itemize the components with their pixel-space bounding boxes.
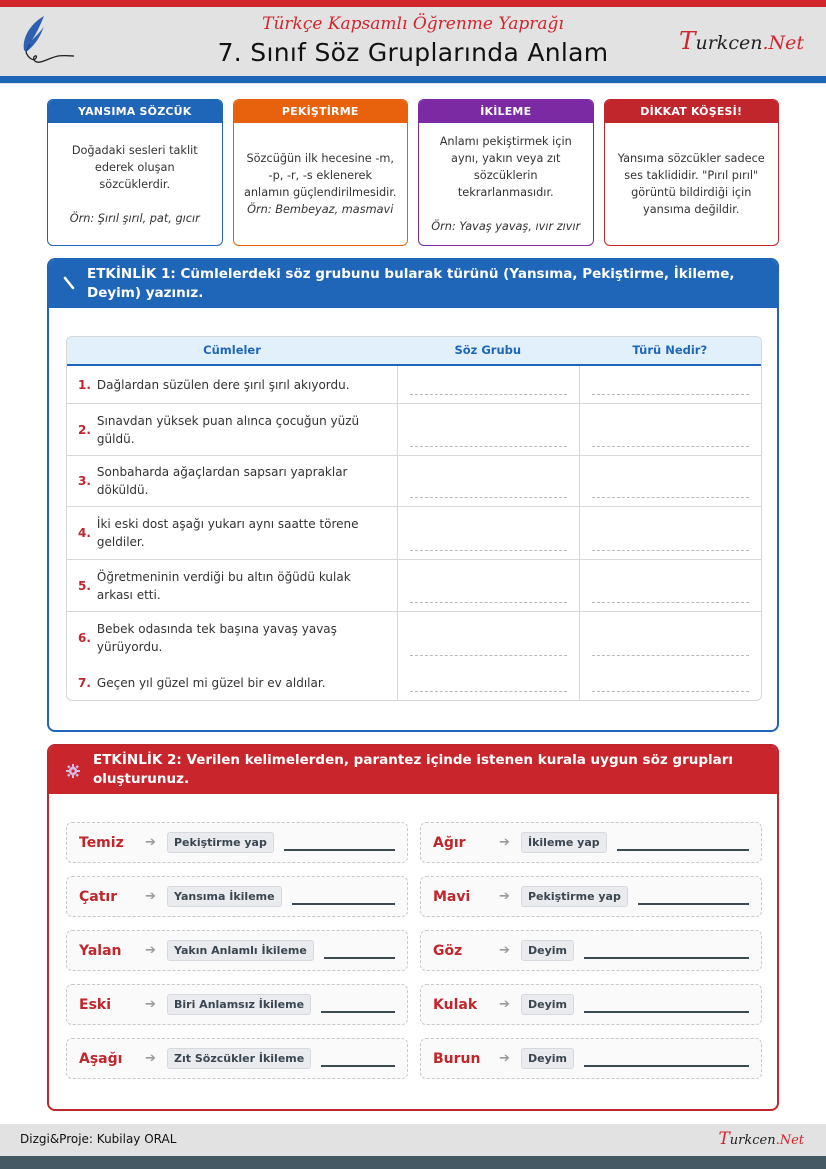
- arrow-right-icon: ➔: [499, 835, 510, 850]
- word-row: [66, 1038, 408, 1079]
- turkcen-logo-small: Turkcen.Net: [718, 1128, 804, 1148]
- answer-line[interactable]: [324, 957, 395, 959]
- soz-grubu-answer[interactable]: [397, 366, 578, 403]
- activity-2: [47, 744, 779, 1111]
- answer-line[interactable]: [584, 957, 749, 959]
- gear-icon: [65, 763, 81, 779]
- rule-tag: Biri Anlamsız İkileme: [167, 994, 311, 1015]
- header-top-stripe: [0, 0, 826, 7]
- table-row: 1. Dağlardan süzülen dere şırıl şırıl akıyordu.: [67, 366, 761, 404]
- rule-tag: Yakın Anlamlı İkileme: [167, 940, 314, 961]
- word-row: [420, 1038, 762, 1079]
- turu-answer[interactable]: [579, 560, 761, 611]
- answer-line[interactable]: [638, 903, 749, 905]
- soz-grubu-answer[interactable]: [397, 560, 578, 611]
- base-word: Burun: [433, 1050, 481, 1067]
- card-title: DİKKAT KÖŞESİ!: [605, 100, 779, 123]
- card-pekistirme: [233, 99, 409, 246]
- footer-bottom-stripe: [0, 1156, 826, 1169]
- arrow-right-icon: ➔: [145, 889, 156, 904]
- page-footer: [0, 1124, 826, 1156]
- table-row: 7. Geçen yıl güzel mi güzel bir ev aldılar.: [78, 676, 326, 690]
- base-word: Çatır: [79, 888, 118, 905]
- table-row: 3. Sonbaharda ağaçlardan sapsarı yapraklar döküldü.: [67, 456, 761, 507]
- rule-tag: Zıt Sözcükler İkileme: [167, 1048, 311, 1069]
- arrow-right-icon: ➔: [499, 1051, 510, 1066]
- column-soz-grubu: Söz Grubu: [454, 343, 522, 357]
- pencil-icon: [63, 275, 79, 291]
- answer-line[interactable]: [584, 1065, 749, 1067]
- rule-tag: Yansıma İkileme: [167, 886, 282, 907]
- table-header: [67, 337, 761, 366]
- rule-tag: Deyim: [521, 1048, 574, 1069]
- answer-line[interactable]: [284, 849, 395, 851]
- sentence: Geçen yıl güzel mi güzel bir ev aldılar.: [96, 676, 326, 690]
- answer-line[interactable]: [321, 1065, 395, 1067]
- base-word: Temiz: [79, 834, 124, 851]
- table-row: 4. İki eski dost aşağı yukarı aynı saatte törene geldiler.: [67, 507, 761, 560]
- soz-grubu-answer[interactable]: [397, 404, 578, 455]
- rule-tag: Pekiştirme yap: [167, 832, 274, 853]
- answer-line[interactable]: [292, 903, 395, 905]
- turu-answer[interactable]: [579, 507, 761, 559]
- column-cumleler: Cümleler: [203, 343, 261, 357]
- base-word: Ağır: [433, 834, 466, 851]
- sheet-subtitle: Türkçe Kapsamlı Öğrenme Yaprağı: [262, 14, 564, 34]
- card-body: Doğadaki sesleri taklit ederek oluşan sözcüklerdir. Örn: Şırıl şırıl, pat, gıcır: [69, 143, 200, 225]
- base-word: Yalan: [79, 942, 122, 959]
- header-bottom-stripe: [0, 76, 826, 83]
- rule-tag: Deyim: [521, 994, 574, 1015]
- sentence: Dağlardan süzülen dere şırıl şırıl akıyordu.: [96, 377, 350, 392]
- turu-answer[interactable]: [579, 456, 761, 506]
- soz-grubu-answer[interactable]: [397, 456, 578, 506]
- card-body: Anlamı pekiştirmek için aynı, yakın veya zıt sözcüklerin tekrarlanmasıdır. Örn: Yavaş yavaş, ıvır zıvır: [431, 135, 581, 233]
- word-row: [66, 930, 408, 971]
- table-row: 6. Bebek odasında tek başına yavaş yavaş yürüyordu.: [78, 620, 387, 656]
- activity-2-heading: ETKİNLİK 2: Verilen kelimelerden, parantez içinde istenen kurala uygun söz grupları oluşturunuz.: [49, 746, 777, 794]
- arrow-right-icon: ➔: [145, 943, 156, 958]
- page-title: 7. Sınıf Söz Gruplarında Anlam: [217, 38, 609, 67]
- sentence: Sınavdan yüksek puan alınca çocuğun yüzü güldü.: [96, 413, 360, 446]
- word-row: [420, 822, 762, 863]
- sentence: Bebek odasında tek başına yavaş yavaş yürüyordu.: [96, 622, 337, 654]
- base-word: Mavi: [433, 888, 471, 905]
- card-yansima: [47, 99, 223, 246]
- card-ikileme: [418, 99, 594, 246]
- card-title: İKİLEME: [419, 100, 593, 123]
- card-body: Sözcüğün ilk hecesine -m, -p, -r, -s eklenerek anlamın güçlendirilmesidir. Örn: Bembeyaz, masmavi: [243, 152, 397, 216]
- word-row: [420, 876, 762, 917]
- arrow-right-icon: ➔: [145, 835, 156, 850]
- card-example: Örn: Yavaş yavaş, ıvır zıvır: [431, 220, 581, 233]
- turkcen-logo: Turkcen.Net: [679, 26, 804, 55]
- activity-1-heading: ETKİNLİK 1: Cümlelerdeki söz grubunu bularak türünü (Yansıma, Pekiştirme, İkileme, Deyim) yazınız.: [49, 260, 777, 308]
- soz-grubu-answer[interactable]: [397, 612, 578, 700]
- sentence: İki eski dost aşağı yukarı aynı saatte törene geldiler.: [96, 517, 359, 549]
- table-row: 5. Öğretmeninin verdiği bu altın öğüdü kulak arkası etti.: [67, 560, 761, 612]
- word-row: [66, 822, 408, 863]
- word-row: [420, 984, 762, 1025]
- word-row: [420, 930, 762, 971]
- turu-answer[interactable]: [579, 366, 761, 403]
- base-word: Göz: [433, 942, 463, 959]
- answer-line[interactable]: [321, 1011, 395, 1013]
- column-turu: Türü Nedir?: [632, 343, 708, 357]
- card-body: Yansıma sözcükler sadece ses taklididir. "Pırıl pırıl" görüntü bildirdiği için yansıma değildir.: [617, 152, 765, 216]
- base-word: Eski: [79, 996, 112, 1013]
- sentence: Sonbaharda ağaçlardan sapsarı yapraklar döküldü.: [96, 465, 348, 497]
- arrow-right-icon: ➔: [499, 997, 510, 1012]
- arrow-right-icon: ➔: [499, 889, 510, 904]
- word-exercise-grid: [66, 822, 762, 1079]
- arrow-right-icon: ➔: [499, 943, 510, 958]
- base-word: Kulak: [433, 996, 478, 1013]
- sentences-table: [66, 336, 762, 701]
- turu-answer[interactable]: [579, 612, 761, 700]
- card-dikkat: [604, 99, 780, 246]
- card-example: Örn: Bembeyaz, masmavi: [247, 203, 394, 216]
- answer-line[interactable]: [584, 1011, 749, 1013]
- credit-text: Dizgi&Proje: Kubilay ORAL: [20, 1132, 177, 1146]
- card-title: PEKİŞTİRME: [234, 100, 408, 123]
- arrow-right-icon: ➔: [145, 1051, 156, 1066]
- page-header: [0, 0, 826, 84]
- card-title: YANSIMA SÖZCÜK: [48, 100, 222, 123]
- activity-1: [47, 258, 779, 732]
- rule-tag: İkileme yap: [521, 832, 607, 853]
- turu-answer[interactable]: [579, 404, 761, 455]
- word-row: [66, 984, 408, 1025]
- answer-line[interactable]: [617, 849, 749, 851]
- rule-tag: Deyim: [521, 940, 574, 961]
- rule-tag: Pekiştirme yap: [521, 886, 628, 907]
- card-example: Örn: Şırıl şırıl, pat, gıcır: [69, 211, 200, 225]
- info-cards: [47, 99, 779, 246]
- word-row: [66, 876, 408, 917]
- sentence: Öğretmeninin verdiği bu altın öğüdü kulak arkası etti.: [96, 569, 351, 602]
- soz-grubu-answer[interactable]: [397, 507, 578, 559]
- base-word: Aşağı: [79, 1050, 123, 1067]
- table-row: 2. Sınavdan yüksek puan alınca çocuğun yüzü güldü.: [67, 404, 761, 456]
- table-row-group: [67, 612, 761, 700]
- arrow-right-icon: ➔: [145, 997, 156, 1012]
